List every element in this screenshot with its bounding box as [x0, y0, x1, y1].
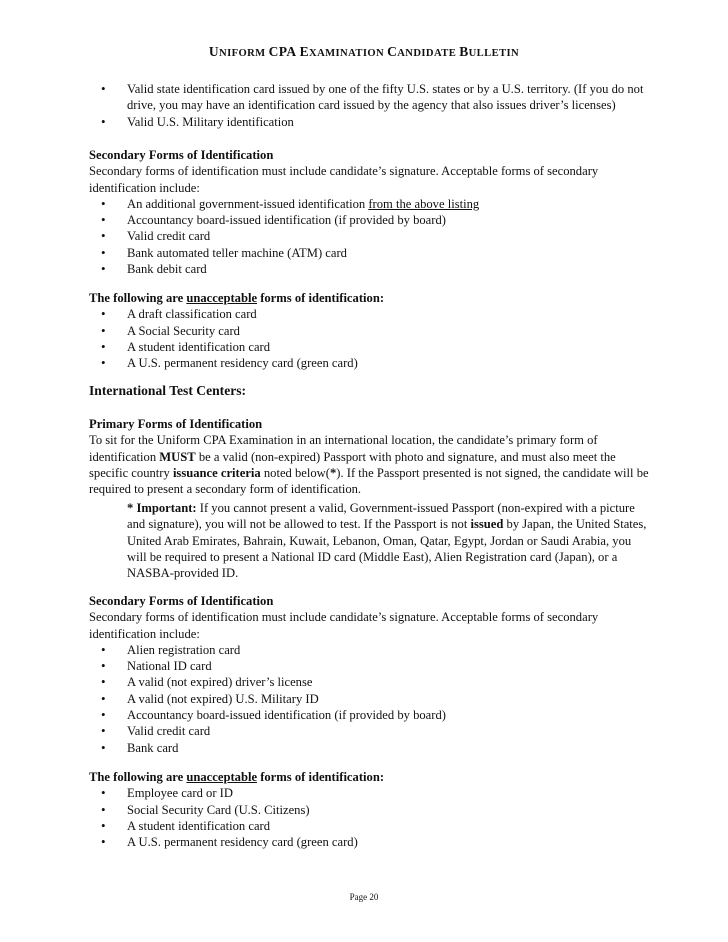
list-item: • A Social Security card: [89, 323, 649, 339]
list-item-text: An additional government-issued identification: [127, 196, 369, 211]
important-label: * Important:: [127, 501, 197, 515]
title-part: ULLETIN: [468, 48, 520, 59]
list-item: • Valid credit card: [89, 228, 649, 244]
paragraph-text: noted below(: [260, 465, 330, 480]
international-unacceptable-list: [89, 785, 649, 850]
heading-text: The following are: [89, 291, 187, 305]
list-item: • Valid U.S. Military identification: [89, 114, 649, 130]
international-secondary-list: [89, 642, 649, 756]
international-heading: International Test Centers:: [89, 383, 247, 398]
list-item: • Accountancy board-issued identification (if provided by board): [89, 212, 649, 228]
heading-text: forms of identification:: [257, 291, 385, 305]
list-item: • Employee card or ID: [89, 785, 649, 801]
section-intro: Secondary forms of identification must include candidate’s signature. Acceptable forms of secondary identification include:: [89, 610, 599, 641]
bold-text: issued: [470, 517, 504, 532]
page-number: Page 20: [349, 892, 379, 902]
section-heading: Primary Forms of Identification: [89, 417, 263, 431]
title-part: B: [459, 44, 469, 59]
title-part: C: [387, 44, 398, 59]
bold-text: *: [329, 465, 337, 480]
important-note: [127, 500, 651, 581]
domestic-unacceptable-list: [89, 306, 649, 371]
international-secondary-section: [89, 593, 649, 756]
list-item: • A student identification card: [89, 339, 649, 355]
list-item: • A draft classification card: [89, 306, 649, 322]
list-item: • Valid credit card: [89, 723, 649, 739]
heading-text: The following are: [89, 770, 187, 784]
heading-text: forms of identification:: [257, 770, 385, 784]
international-unacceptable-section: [89, 769, 649, 850]
list-item: [89, 196, 649, 212]
domestic-secondary-list: [89, 196, 649, 277]
paragraph-text: by Japan, the United States, United Arab Emirates, Bahrain, Kuwait, Lebanon, Oman, Qatar, Egypt, Jordan or Saudi Arabia, you will be required to present a National ID card (Middle East), Alien Registration card (Japan), or a NASBA-provided ID.: [127, 517, 647, 581]
list-item: • Alien registration card: [89, 642, 649, 658]
international-primary-section: [89, 416, 649, 497]
section-paragraph: [89, 432, 649, 497]
title-part: XAMINATION: [309, 48, 388, 59]
list-item: • A U.S. permanent residency card (green card): [89, 834, 649, 850]
title-part: NIFORM: [219, 48, 269, 59]
title-part: ANDIDATE: [397, 48, 460, 59]
list-item: • Bank debit card: [89, 261, 649, 277]
bold-text: MUST: [159, 449, 196, 464]
underlined-text: unacceptable: [186, 770, 258, 784]
list-item: • National ID card: [89, 658, 649, 674]
section-intro: Secondary forms of identification must include candidate’s signature. Acceptable forms of secondary identification include:: [89, 164, 599, 195]
title-part: U: [208, 44, 220, 59]
list-item: • Bank card: [89, 740, 649, 756]
list-item: • A valid (not expired) U.S. Military ID: [89, 691, 649, 707]
domestic-secondary-section: [89, 147, 649, 277]
list-item: • A U.S. permanent residency card (green card): [89, 355, 649, 371]
list-item: • Valid state identification card issued by one of the fifty U.S. states or by a U.S. territory. (If you do not drive, you may have an identification card issued by the agency that also issues driver’s licenses): [89, 81, 649, 114]
paragraph-text: be a valid (non-expired) Passport with photo and signature, and must also meet the specific country: [89, 449, 616, 480]
domestic-unacceptable-section: [89, 290, 649, 371]
section-heading: [89, 290, 649, 306]
primary-id-list-continued: [89, 81, 649, 130]
list-item: • A valid (not expired) driver’s license: [89, 674, 649, 690]
list-item: • Social Security Card (U.S. Citizens): [89, 802, 649, 818]
title-part: CPA E: [268, 44, 310, 59]
section-heading: Secondary Forms of Identification: [89, 594, 274, 608]
list-item: • Accountancy board-issued identification (if provided by board): [89, 707, 649, 723]
paragraph-text: ). If the Passport presented is not signed, the candidate will be required to present a secondary form of identification.: [89, 465, 649, 497]
section-heading: [89, 769, 649, 785]
underlined-text: from the above listing: [368, 196, 480, 211]
list-item: • A student identification card: [89, 818, 649, 834]
underlined-text: unacceptable: [186, 291, 258, 305]
paragraph-text: If you cannot present a valid, Government-issued Passport (non-expired with a picture and signature), you will not be allowed to test. If the Passport is not: [127, 501, 635, 532]
bold-text: issuance criteria: [172, 465, 261, 480]
section-heading: Secondary Forms of Identification: [89, 148, 274, 162]
paragraph-text: To sit for the Uniform CPA Examination in an international location, the candidate’s primary form of identification: [89, 433, 598, 464]
list-item: • Bank automated teller machine (ATM) card: [89, 245, 649, 261]
page-header-title: [0, 44, 728, 62]
